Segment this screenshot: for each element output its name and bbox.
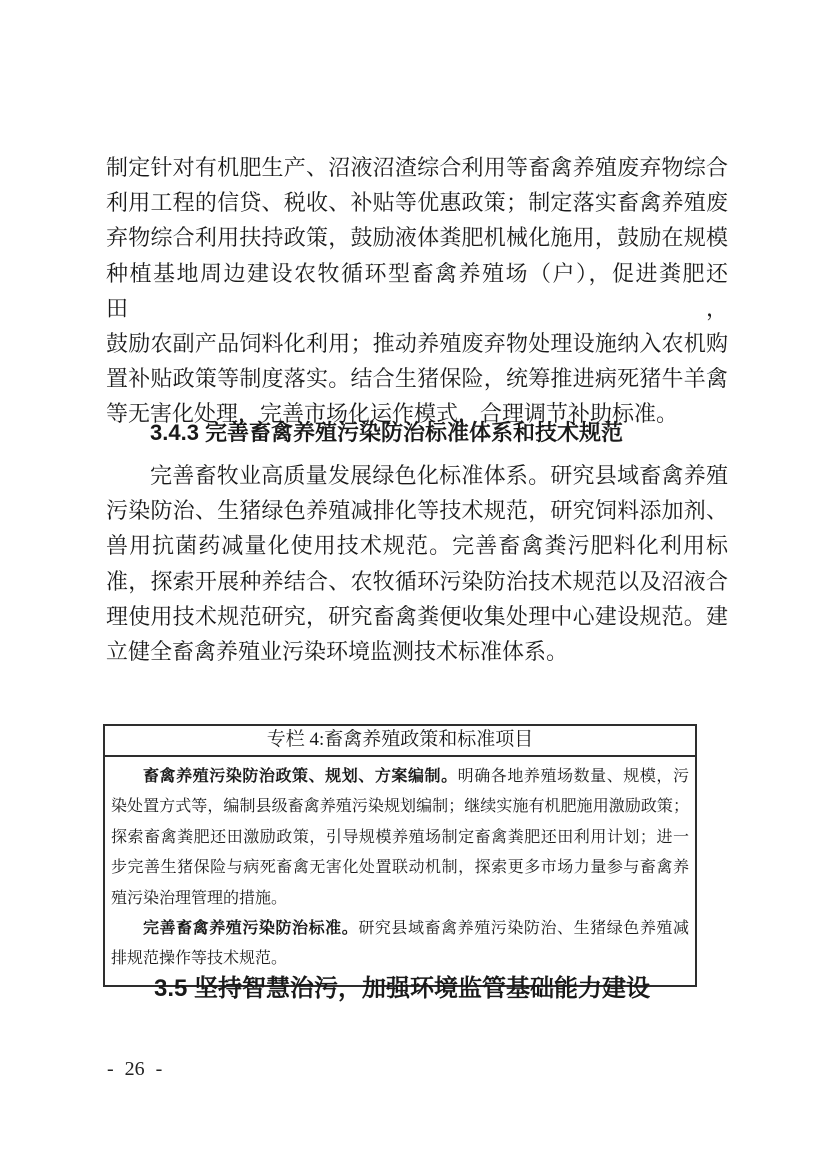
panel-body xyxy=(105,757,695,985)
heading-3-4-3: 3.4.3 完善畜禽养殖污染防治标准体系和技术规范 xyxy=(150,420,624,445)
panel-title: 专栏 4:畜禽养殖政策和标准项目 xyxy=(105,726,695,757)
text-line: 兽用抗菌药减量化使用技术规范。完善畜禽粪污肥料化利用标 xyxy=(106,533,728,559)
text-line: 完善畜禽养殖污染防治标准。研究县域畜禽养殖污染防治、生猪绿色养殖减 xyxy=(143,920,689,938)
paragraph-waste-utilization-policy xyxy=(106,150,728,432)
page-number: - 26 - xyxy=(107,1058,163,1080)
text-line: 畜禽养殖污染防治政策、规划、方案编制。明确各地养殖场数量、规模，污 xyxy=(143,768,689,785)
text-line: 种植基地周边建设农牧循环型畜禽养殖场（户），促进粪肥还田， xyxy=(106,260,728,321)
text-line: 制定针对有机肥生产、沼液沼渣综合利用等畜禽养殖废弃物综合 xyxy=(106,155,728,180)
text-line: 弃物综合利用扶持政策，鼓励液体粪肥机械化施用，鼓励在规模 xyxy=(106,225,728,251)
text-line: 排规范操作等技术规范。 xyxy=(111,950,288,968)
text-line: 染处置方式等，编制县级畜禽养殖污染规划编制；继续实施有机肥施用激励政策； xyxy=(111,798,689,816)
text-line: 理使用技术规范研究，研究畜禽粪便收集处理中心建设规范。建 xyxy=(106,603,728,629)
text-line: 立健全畜禽养殖业污染环境监测技术标准体系。 xyxy=(106,639,569,665)
text-line: 等无害化处理，完善市场化运作模式，合理调节补助标准。 xyxy=(106,401,679,427)
bold-lead-text: 畜禽养殖污染防治政策、规划、方案编制。 xyxy=(143,768,458,785)
panel-item-pollution-standards xyxy=(111,914,689,975)
text-line: 步完善生猪保险与病死畜禽无害化处置联动机制，探索更多市场力量参与畜禽养 xyxy=(111,859,689,877)
bold-lead-text: 完善畜禽养殖污染防治标准。 xyxy=(143,920,359,938)
text-line: 准，探索开展种养结合、农牧循环污染防治技术规范以及沼液合 xyxy=(106,568,728,594)
paragraph-standard-system xyxy=(106,458,728,669)
text-line: 鼓励农副产品饲料化利用；推动养殖废弃物处理设施纳入农机购 xyxy=(106,331,728,357)
heading-3-5: 3.5 坚持智慧治污，加强环境监管基础能力建设 xyxy=(154,975,651,1002)
panel-item-policy-planning xyxy=(111,762,689,914)
text-line: 利用工程的信贷、税收、补贴等优惠政策；制定落实畜禽养殖废 xyxy=(106,190,728,216)
panel-column-4 xyxy=(103,724,697,987)
text-line: 置补贴政策等制度落实。结合生猪保险，统筹推进病死猪牛羊禽 xyxy=(106,366,728,392)
text-line: 殖污染治理管理的措施。 xyxy=(111,889,288,907)
text-line: 污染防治、生猪绿色养殖减排化等技术规范，研究饲料添加剂、 xyxy=(106,498,728,524)
text-line: 探索畜禽粪肥还田激励政策，引导规模养殖场制定畜禽粪肥还田利用计划；进一 xyxy=(111,828,689,846)
text-line: 完善畜牧业高质量发展绿色化标准体系。研究县域畜禽养殖 xyxy=(150,463,728,488)
